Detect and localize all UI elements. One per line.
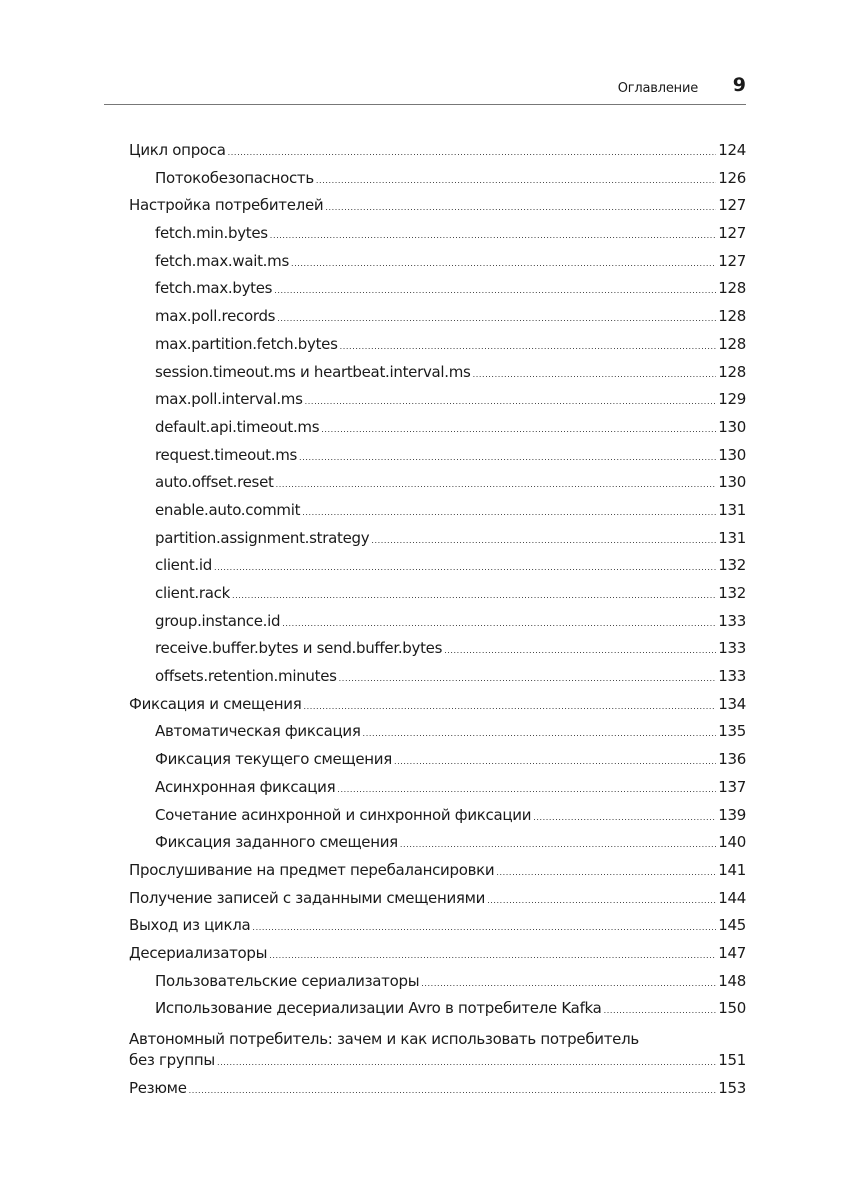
toc-entry (129, 141, 746, 169)
toc-entry (129, 667, 746, 695)
toc-entry (129, 639, 746, 667)
toc-entry-title: Резюме (129, 1078, 187, 1097)
toc-entry (129, 750, 746, 778)
toc-entry-page: 126 (718, 168, 746, 187)
toc-entry-title: Асинхронная фиксация (155, 777, 336, 796)
dot-leader (444, 639, 716, 657)
toc-entry-title: group.instance.id (155, 611, 281, 630)
toc-entry-title: session.timeout.ms и heartbeat.interval.ms (155, 362, 471, 381)
toc-entry-page: 131 (718, 528, 746, 547)
toc-entry-title-line1: Автономный потребитель: зачем и как использовать потребитель (129, 1030, 639, 1048)
toc-entry (129, 446, 746, 474)
toc-entry (129, 944, 746, 972)
dot-leader (276, 473, 717, 491)
toc-entry-title: fetch.max.wait.ms (155, 251, 289, 270)
toc-entry-title: fetch.max.bytes (155, 279, 273, 298)
toc-entry-title: client.rack (155, 584, 230, 602)
dot-leader (421, 972, 716, 990)
toc-entry (129, 584, 746, 612)
toc-entry-title: auto.offset.reset (155, 473, 274, 492)
dot-leader (270, 224, 716, 242)
dot-leader (299, 446, 716, 464)
toc-entry-title: client.id (155, 556, 212, 575)
dot-leader (303, 695, 716, 713)
toc-entry-page: 127 (718, 224, 746, 243)
toc-entry-title: fetch.min.bytes (155, 224, 268, 243)
toc-entry (129, 169, 746, 197)
toc-entry (129, 307, 746, 335)
dot-leader (282, 612, 716, 630)
toc-entry-page: 153 (718, 1078, 746, 1097)
dot-leader (214, 556, 716, 574)
header-title: Оглавление (617, 81, 698, 96)
toc-entry-page: 130 (718, 473, 746, 492)
toc-entry-page: 129 (718, 390, 746, 409)
toc-entry (129, 279, 746, 307)
dot-leader (340, 335, 717, 353)
toc-entry-title: offsets.retention.minutes (155, 667, 337, 686)
toc-entry-page: 147 (718, 943, 746, 962)
toc-entry-title: Прослушивание на предмет перебалансировки (129, 860, 495, 879)
toc-entry (129, 556, 746, 584)
dot-leader (325, 196, 716, 214)
toc-entry-page: 133 (718, 611, 746, 630)
dot-leader (305, 390, 717, 408)
toc-entry (129, 916, 746, 944)
toc-entry-title: Потокобезопасность (155, 168, 314, 187)
toc-entry-last-line (129, 1051, 746, 1079)
toc-entry-title: Настройка потребителей (129, 196, 324, 215)
dot-leader (496, 861, 716, 879)
toc-entry-page: 133 (718, 667, 746, 686)
toc-entry (129, 473, 746, 501)
toc-entry-title: request.timeout.ms (155, 445, 298, 464)
toc-entry-page: 130 (718, 445, 746, 464)
toc-entry (129, 833, 746, 861)
toc-entry-page: 128 (718, 334, 746, 353)
table-of-contents (129, 141, 746, 1106)
toc-entry-page: 127 (718, 196, 746, 215)
toc-entry-title: max.poll.interval.ms (155, 390, 303, 409)
toc-entry-title: Выход из цикла (129, 916, 251, 935)
dot-leader (269, 944, 716, 962)
toc-entry (129, 1027, 746, 1079)
dot-leader (302, 501, 716, 519)
toc-entry-title: max.partition.fetch.bytes (155, 334, 338, 353)
toc-entry-page: 127 (718, 251, 746, 270)
toc-entry-title: Автоматическая фиксация (155, 722, 361, 741)
toc-entry-title: Фиксация заданного смещения (155, 833, 398, 852)
dot-leader (252, 916, 716, 934)
toc-entry (129, 390, 746, 418)
dot-leader (337, 778, 716, 796)
toc-entry-page: 132 (718, 556, 746, 575)
dot-leader (487, 889, 716, 907)
toc-entry-page: 139 (718, 805, 746, 824)
dot-leader (394, 750, 716, 768)
toc-entry-title: max.poll.records (155, 307, 276, 326)
toc-entry-page: 151 (718, 1051, 746, 1069)
toc-entry (129, 999, 746, 1027)
toc-entry-page: 140 (718, 833, 746, 852)
toc-entry-page: 130 (718, 417, 746, 436)
toc-entry (129, 501, 746, 529)
dot-leader (228, 141, 717, 159)
toc-entry-title: Фиксация и смещения (129, 694, 302, 713)
toc-entry-title-line2: без группы (129, 1051, 215, 1069)
dot-leader (217, 1051, 716, 1069)
toc-entry (129, 722, 746, 750)
toc-entry-page: 134 (718, 694, 746, 713)
toc-entry-title: Десериализаторы (129, 943, 268, 962)
toc-entry-page: 150 (718, 999, 746, 1018)
toc-entry-title: Использование десериализации Avro в потребителе Kafka (155, 999, 602, 1018)
toc-entry-page: 132 (718, 584, 746, 602)
dot-leader (339, 667, 717, 685)
toc-entry-page: 128 (718, 307, 746, 326)
toc-entry (129, 806, 746, 834)
dot-leader (533, 806, 716, 824)
toc-entry-title: default.api.timeout.ms (155, 417, 320, 436)
dot-leader (363, 722, 717, 740)
toc-entry-title: Пользовательские сериализаторы (155, 971, 420, 990)
toc-entry-page: 124 (718, 141, 746, 159)
toc-entry-page: 128 (718, 362, 746, 381)
toc-entry (129, 335, 746, 363)
dot-leader (400, 833, 716, 851)
toc-entry-title: Сочетание асинхронной и синхронной фиксации (155, 805, 532, 824)
dot-leader (316, 169, 716, 187)
dot-leader (232, 584, 716, 602)
toc-entry-page: 136 (718, 750, 746, 769)
toc-entry (129, 972, 746, 1000)
dot-leader (604, 999, 717, 1017)
toc-entry-page: 133 (718, 639, 746, 658)
dot-leader (291, 252, 716, 270)
toc-entry-page: 148 (718, 971, 746, 990)
toc-entry-title: partition.assignment.strategy (155, 528, 370, 547)
running-header (104, 76, 746, 100)
dot-leader (277, 307, 716, 325)
toc-entry-page: 131 (718, 500, 746, 519)
toc-entry (129, 196, 746, 224)
header-rule (104, 104, 746, 105)
toc-entry-page: 145 (718, 916, 746, 935)
toc-entry (129, 1079, 746, 1107)
toc-entry-page: 137 (718, 777, 746, 796)
toc-entry (129, 861, 746, 889)
toc-entry-title: Цикл опроса (129, 141, 226, 159)
dot-leader (473, 363, 717, 381)
toc-entry (129, 778, 746, 806)
toc-entry-title: receive.buffer.bytes и send.buffer.bytes (155, 639, 443, 658)
header-page-number: 9 (732, 74, 746, 96)
toc-entry (129, 529, 746, 557)
toc-entry-page: 144 (718, 888, 746, 907)
toc-entry (129, 695, 746, 723)
toc-entry (129, 252, 746, 280)
toc-entry (129, 418, 746, 446)
dot-leader (371, 529, 716, 547)
toc-entry (129, 612, 746, 640)
dot-leader (321, 418, 716, 436)
dot-leader (189, 1079, 717, 1097)
toc-entry-title: Фиксация текущего смещения (155, 750, 392, 769)
toc-entry-title: Получение записей с заданными смещениями (129, 888, 486, 907)
toc-entry-title: enable.auto.commit (155, 500, 301, 519)
toc-entry (129, 363, 746, 391)
dot-leader (274, 279, 716, 297)
toc-entry-page: 128 (718, 279, 746, 298)
toc-entry-page: 135 (718, 722, 746, 741)
toc-entry-page: 141 (718, 860, 746, 879)
toc-entry (129, 224, 746, 252)
toc-entry (129, 889, 746, 917)
